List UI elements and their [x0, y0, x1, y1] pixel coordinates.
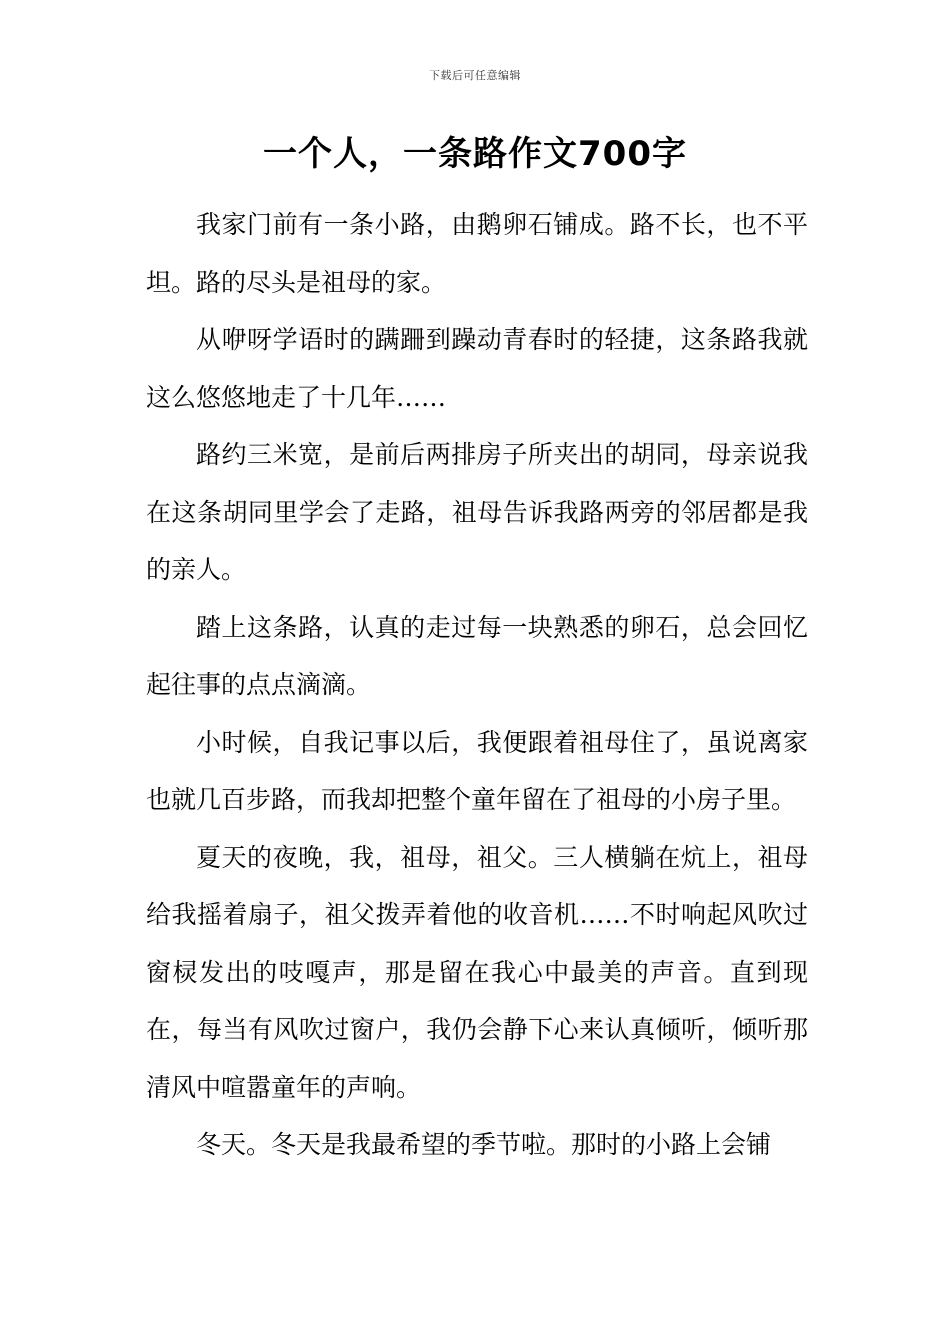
- paragraph-2: 从咿呀学语时的蹒跚到躁动青春时的轻捷，这条路我就这么悠悠地走了十几年……: [146, 325, 808, 412]
- paragraph-5: 小时候，自我记事以后，我便跟着祖母住了，虽说离家也就几百步路，而我却把整个童年留在了祖母的小房子里。: [146, 727, 808, 814]
- header-note: 下载后可任意编辑: [429, 69, 521, 82]
- page-title: 一个人，一条路作文700字: [263, 134, 687, 174]
- paragraph-4: 踏上这条路，认真的走过每一块熟悉的卵石，总会回忆起往事的点点滴滴。: [146, 612, 808, 699]
- article-body: [146, 196, 808, 1174]
- paragraph-1: 我家门前有一条小路，由鹅卵石铺成。路不长，也不平坦。路的尽头是祖母的家。: [146, 210, 808, 297]
- paragraph-7: 冬天。冬天是我最希望的季节啦。那时的小路上会铺: [196, 1130, 772, 1159]
- paragraph-3: 路约三米宽，是前后两排房子所夹出的胡同，母亲说我在这条胡同里学会了走路，祖母告诉我路两旁的邻居都是我的亲人。: [146, 440, 808, 584]
- paragraph-6: 夏天的夜晚，我，祖母，祖父。三人横躺在炕上，祖母给我摇着扇子，祖父拨弄着他的收音机……不时响起风吹过窗棂发出的吱嘎声，那是留在我心中最美的声音。直到现在，每当有风吹过窗户，我仍会静下心来认真倾听，倾听那清风中喧嚣童年的声响。: [146, 842, 808, 1102]
